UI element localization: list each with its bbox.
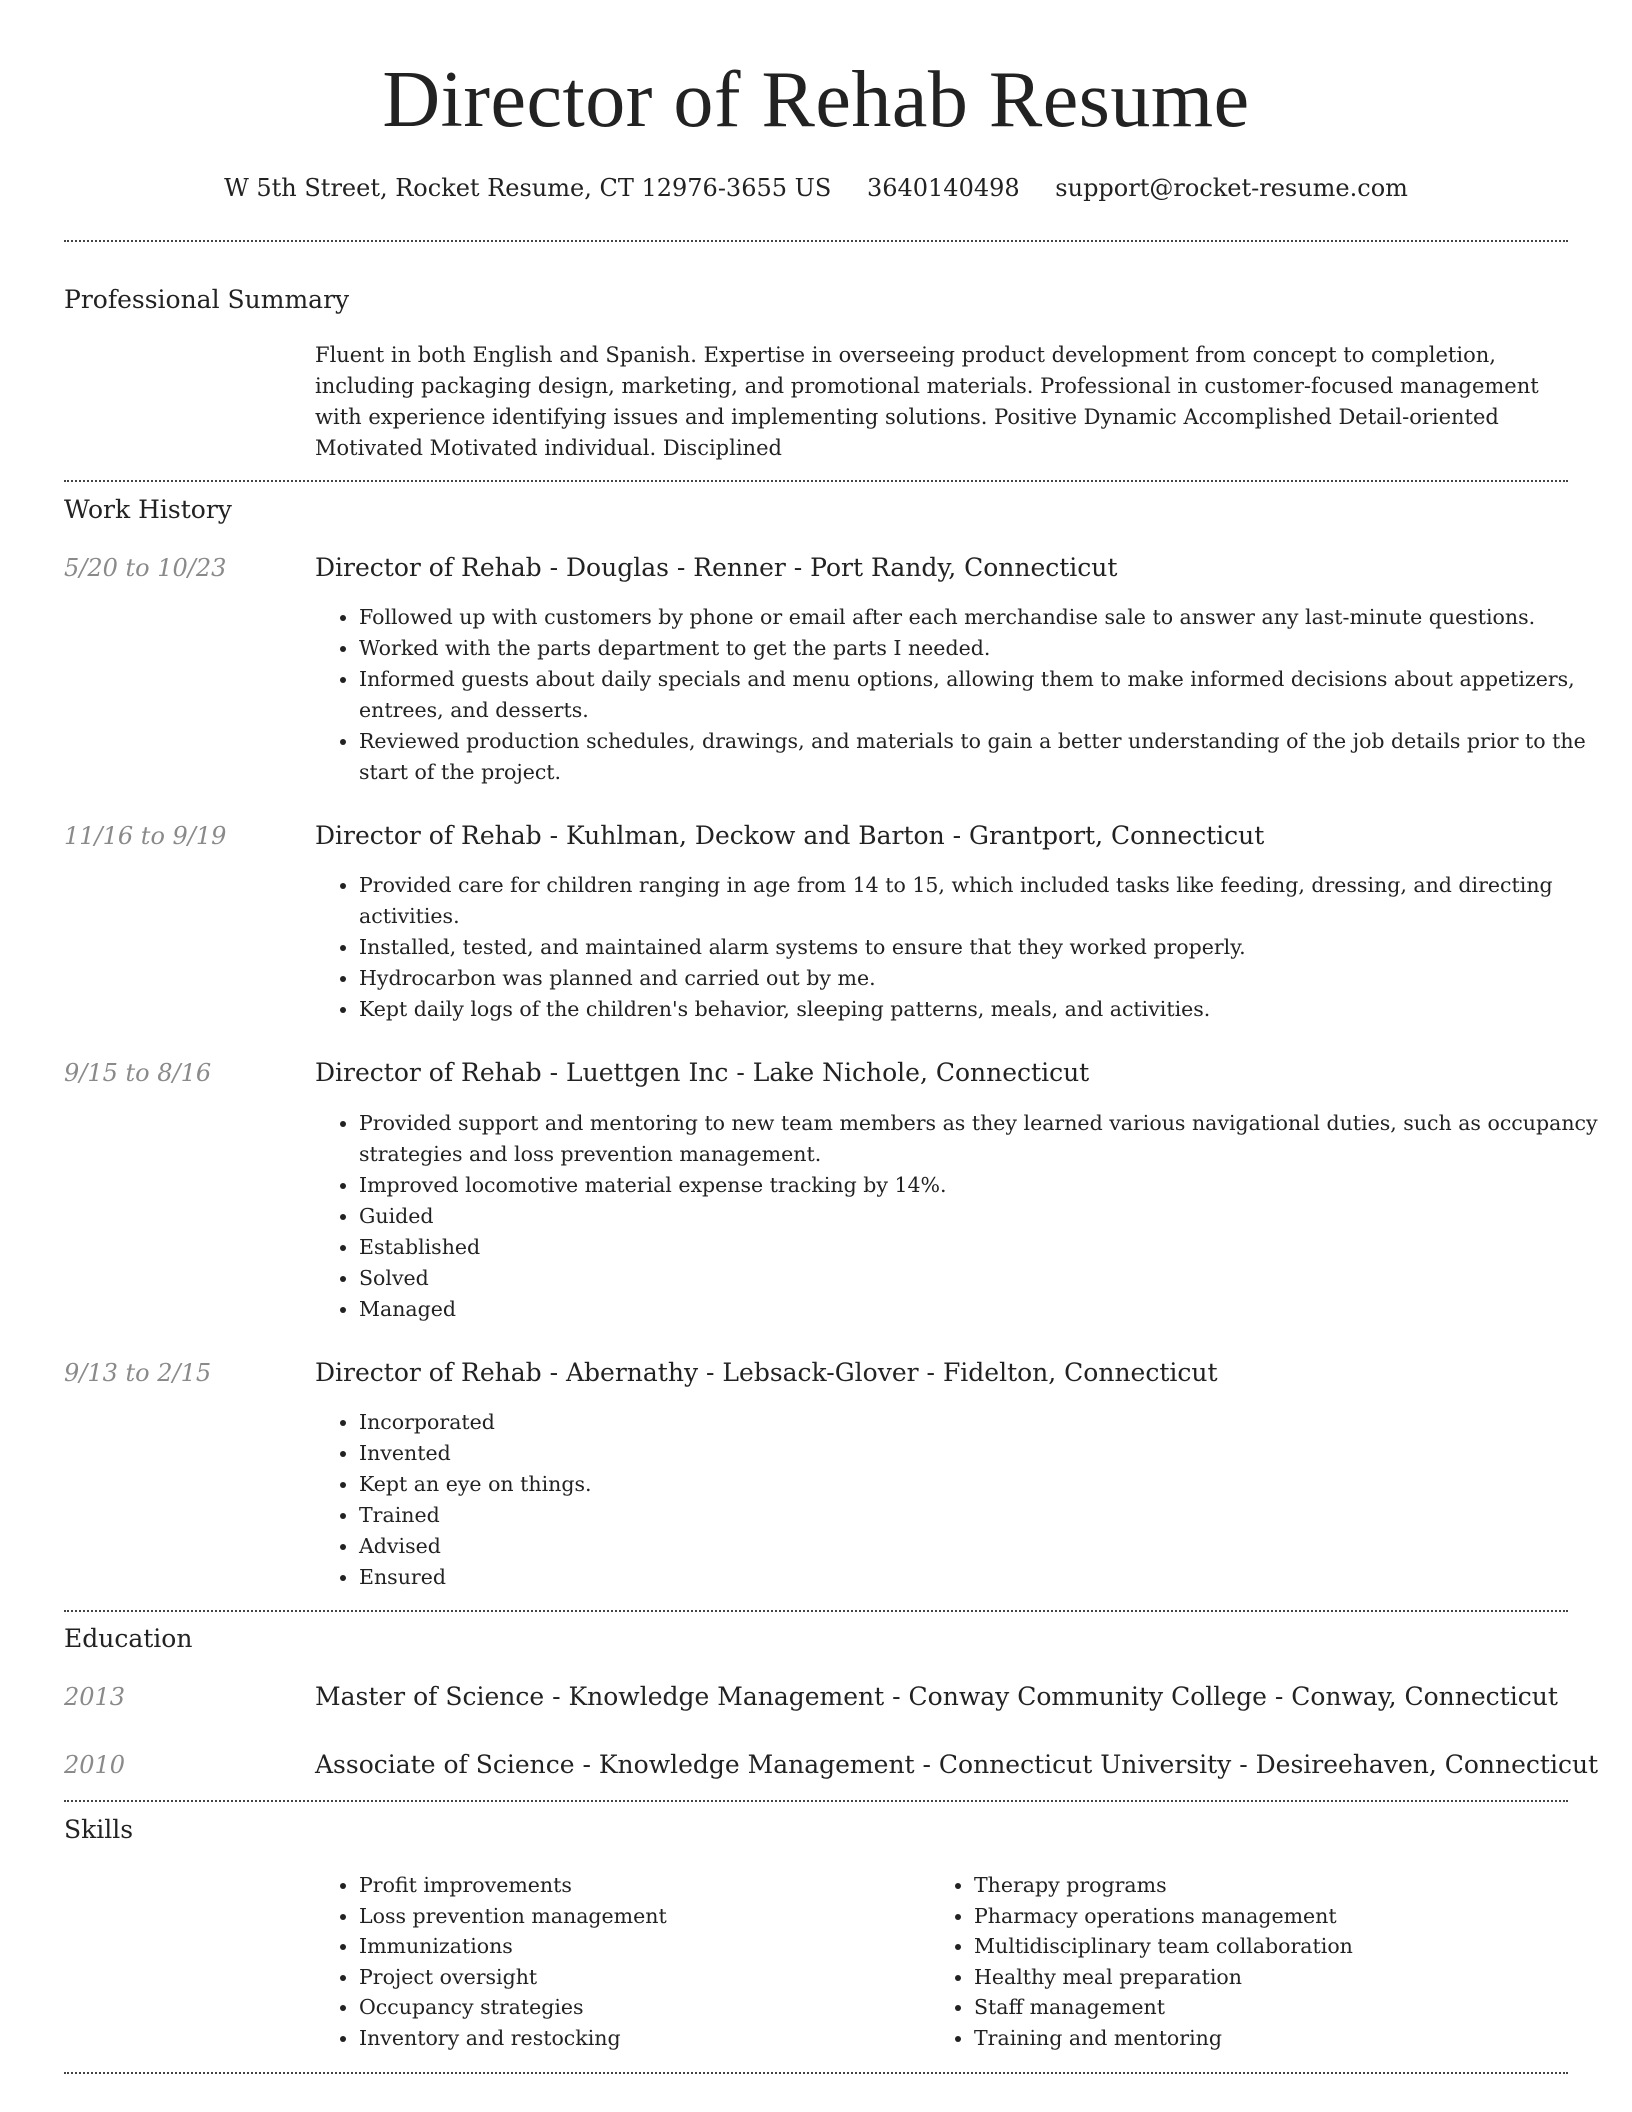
- list-item: • Guided: [359, 1201, 1609, 1232]
- list-item: • Kept an eye on things.: [359, 1469, 1609, 1500]
- education-year: 2010: [64, 1751, 126, 1779]
- list-item: • Trained: [359, 1500, 1609, 1531]
- list-item: • Kept daily logs of the children's behavior, sleeping patterns, meals, and activities.: [359, 994, 1609, 1025]
- list-item: • Advised: [359, 1531, 1609, 1562]
- job-title: Director of Rehab - Luettgen Inc - Lake Nichole, Connecticut: [315, 1058, 1090, 1087]
- contact-line: [0, 172, 1632, 204]
- list-item: • Established: [359, 1232, 1609, 1263]
- list-item: • Pharmacy operations management: [974, 1901, 1594, 1932]
- job-dates: 9/13 to 2/15: [64, 1359, 212, 1387]
- contact-email: support@rocket-resume.com: [1055, 174, 1408, 202]
- list-item: • Healthy meal preparation: [974, 1962, 1594, 1993]
- list-item: • Solved: [359, 1263, 1609, 1294]
- section-divider: [64, 2072, 1568, 2074]
- list-item: • Multidisciplinary team collaboration: [974, 1931, 1594, 1962]
- list-item: • Profit improvements: [359, 1870, 959, 1901]
- list-item: • Inventory and restocking: [359, 2023, 959, 2054]
- list-item: • Provided support and mentoring to new team members as they learned various navigational duties, such as occupancy strategies and loss prevention management.: [359, 1108, 1609, 1170]
- list-item: • Ensured: [359, 1562, 1609, 1593]
- list-item: • Staff management: [974, 1992, 1594, 2023]
- summary-heading: Professional Summary: [64, 285, 350, 314]
- section-divider: [64, 1610, 1568, 1612]
- job-duties-list: [315, 1108, 1609, 1325]
- skills-heading: Skills: [64, 1815, 134, 1844]
- job-duties-list: [315, 870, 1609, 1025]
- list-item: • Therapy programs: [974, 1870, 1594, 1901]
- list-item: • Installed, tested, and maintained alarm systems to ensure that they worked properly.: [359, 932, 1609, 963]
- education-entry: Master of Science - Knowledge Management - Conway Community College - Conway, Connecticut: [315, 1682, 1558, 1711]
- work-history-heading: Work History: [64, 495, 232, 524]
- list-item: • Reviewed production schedules, drawings, and materials to gain a better understanding of the job details prior to the start of the project.: [359, 726, 1609, 788]
- section-divider: [64, 1800, 1568, 1802]
- job-duties-list: [315, 602, 1609, 788]
- list-item: • Provided care for children ranging in age from 14 to 15, which included tasks like feeding, dressing, and directing activities.: [359, 870, 1609, 932]
- job-dates: 5/20 to 10/23: [64, 554, 227, 582]
- list-item: • Loss prevention management: [359, 1901, 959, 1932]
- list-item: • Training and mentoring: [974, 2023, 1594, 2054]
- education-year: 2013: [64, 1683, 126, 1711]
- contact-address: W 5th Street, Rocket Resume, CT 12976-3655 US: [224, 174, 832, 202]
- job-title: Director of Rehab - Abernathy - Lebsack-Glover - Fidelton, Connecticut: [315, 1358, 1218, 1387]
- list-item: • Worked with the parts department to get the parts I needed.: [359, 633, 1609, 664]
- job-title: Director of Rehab - Kuhlman, Deckow and Barton - Grantport, Connecticut: [315, 821, 1265, 850]
- section-divider: [64, 480, 1568, 482]
- list-item: • Managed: [359, 1294, 1609, 1325]
- education-heading: Education: [64, 1624, 193, 1653]
- list-item: • Invented: [359, 1438, 1609, 1469]
- list-item: • Occupancy strategies: [359, 1992, 959, 2023]
- section-divider: [64, 240, 1568, 242]
- list-item: • Immunizations: [359, 1931, 959, 1962]
- education-entry: Associate of Science - Knowledge Management - Connecticut University - Desireehaven, Connecticut: [315, 1750, 1599, 1779]
- contact-phone: 3640140498: [866, 174, 1020, 202]
- list-item: • Hydrocarbon was planned and carried out by me.: [359, 963, 1609, 994]
- skills-list-right: [930, 1870, 1594, 2053]
- skills-list-left: [315, 1870, 959, 2053]
- job-dates: 9/15 to 8/16: [64, 1059, 212, 1087]
- list-item: • Improved locomotive material expense tracking by 14%.: [359, 1170, 1609, 1201]
- list-item: • Followed up with customers by phone or email after each merchandise sale to answer any last-minute questions.: [359, 602, 1609, 633]
- resume-title: Director of Rehab Resume: [382, 56, 1250, 144]
- job-duties-list: [315, 1407, 1609, 1593]
- job-title: Director of Rehab - Douglas - Renner - Port Randy, Connecticut: [315, 553, 1118, 582]
- list-item: • Incorporated: [359, 1407, 1609, 1438]
- summary-text: Fluent in both English and Spanish. Expertise in overseeing product development from concept to completion, including packaging design, marketing, and promotional materials. Professional in customer-focused management with experience identifying issues and implementing solutions. Positive Dynamic Accomplished Detail-oriented Motivated Motivated individual. Disciplined: [315, 343, 1539, 460]
- list-item: • Informed guests about daily specials and menu options, allowing them to make informed decisions about appetizers, entrees, and desserts.: [359, 664, 1609, 726]
- job-dates: 11/16 to 9/19: [64, 822, 227, 850]
- list-item: • Project oversight: [359, 1962, 959, 1993]
